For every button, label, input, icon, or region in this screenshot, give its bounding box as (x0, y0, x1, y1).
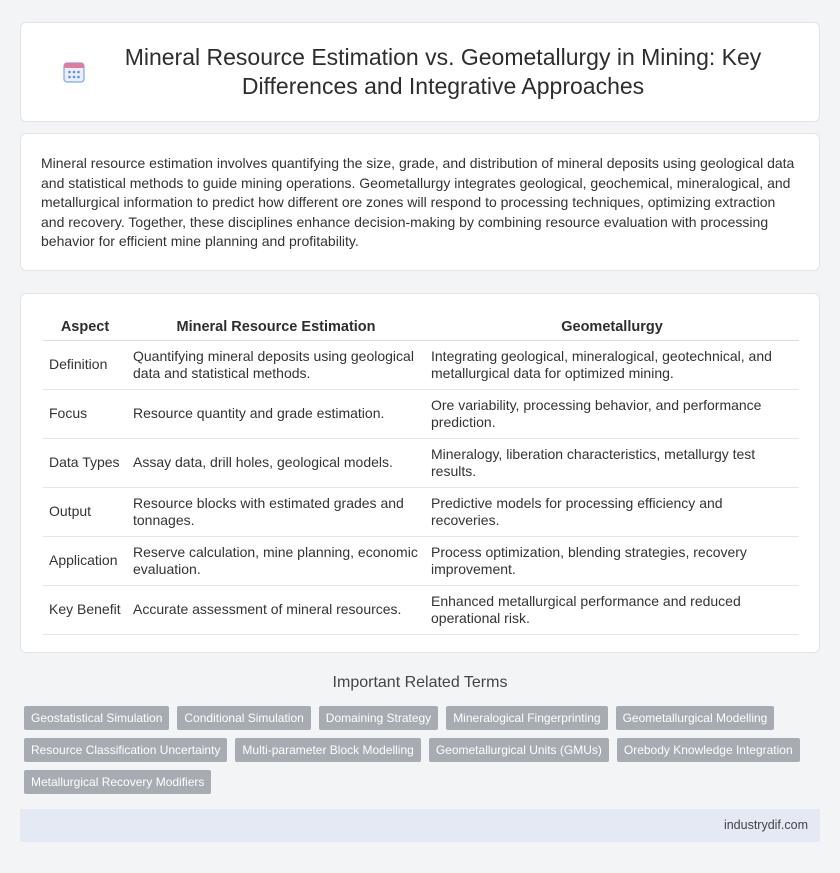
table-row (43, 439, 799, 488)
estimation-cell: Resource blocks with estimated grades and tonnages. (127, 488, 425, 537)
related-term-tag[interactable]: Metallurgical Recovery Modifiers (24, 770, 211, 794)
comparison-table (43, 314, 799, 635)
related-terms-heading: Important Related Terms (332, 674, 508, 691)
geometallurgy-cell: Integrating geological, mineralogical, geotechnical, and metallurgical data for optimized mining. (425, 341, 799, 390)
title-card (20, 22, 820, 122)
page-title: Mineral Resource Estimation vs. Geometallurgy in Mining: Key Differences and Integrative Approaches (124, 44, 762, 99)
table-row (43, 537, 799, 586)
estimation-cell: Quantifying mineral deposits using geological data and statistical methods. (127, 341, 425, 390)
aspect-cell: Definition (43, 341, 127, 390)
table-row (43, 586, 799, 635)
aspect-cell: Focus (43, 390, 127, 439)
comparison-card (20, 293, 820, 653)
header-aspect: Aspect (43, 314, 127, 341)
related-term-tag[interactable]: Orebody Knowledge Integration (617, 738, 800, 762)
estimation-cell: Assay data, drill holes, geological models. (127, 439, 425, 488)
footer (20, 809, 820, 842)
geometallurgy-cell: Mineralogy, liberation characteristics, metallurgy test results. (425, 439, 799, 488)
intro-paragraph: Mineral resource estimation involves quantifying the size, grade, and distribution of mineral deposits using geological data and statistical methods to guide mining operations. Geometallurgy integrates geological, geochemical, mineralogical, and metallurgical information to predict how different ore zones will respond to processing techniques, optimizing extraction and recovery. Together, these disciplines enhance decision-making by combining resource evaluation with processing behavior for efficient mine planning and profitability. (41, 155, 795, 249)
calendar-icon (61, 59, 87, 85)
estimation-cell: Resource quantity and grade estimation. (127, 390, 425, 439)
related-term-tag[interactable]: Domaining Strategy (319, 706, 438, 730)
related-term-tag[interactable]: Geometallurgical Modelling (616, 706, 775, 730)
estimation-cell: Accurate assessment of mineral resources. (127, 586, 425, 635)
intro-card (20, 133, 820, 271)
geometallurgy-cell: Ore variability, processing behavior, and performance prediction. (425, 390, 799, 439)
related-terms-list (24, 706, 814, 802)
estimation-cell: Reserve calculation, mine planning, economic evaluation. (127, 537, 425, 586)
aspect-cell: Output (43, 488, 127, 537)
geometallurgy-cell: Enhanced metallurgical performance and reduced operational risk. (425, 586, 799, 635)
aspect-cell: Data Types (43, 439, 127, 488)
table-row (43, 488, 799, 537)
aspect-cell: Key Benefit (43, 586, 127, 635)
aspect-cell: Application (43, 537, 127, 586)
table-row (43, 390, 799, 439)
related-term-tag[interactable]: Mineralogical Fingerprinting (446, 706, 607, 730)
footer-site-link[interactable]: industrydif.com (723, 818, 808, 832)
related-term-tag[interactable]: Resource Classification Uncertainty (24, 738, 227, 762)
geometallurgy-cell: Process optimization, blending strategies, recovery improvement. (425, 537, 799, 586)
geometallurgy-cell: Predictive models for processing efficiency and recoveries. (425, 488, 799, 537)
table-header-row (43, 314, 799, 341)
related-term-tag[interactable]: Conditional Simulation (177, 706, 310, 730)
related-term-tag[interactable]: Multi-parameter Block Modelling (235, 738, 420, 762)
table-row (43, 341, 799, 390)
related-term-tag[interactable]: Geometallurgical Units (GMUs) (429, 738, 609, 762)
header-geometallurgy: Geometallurgy (425, 314, 799, 341)
header-mineral-resource-estimation: Mineral Resource Estimation (127, 314, 425, 341)
related-term-tag[interactable]: Geostatistical Simulation (24, 706, 169, 730)
